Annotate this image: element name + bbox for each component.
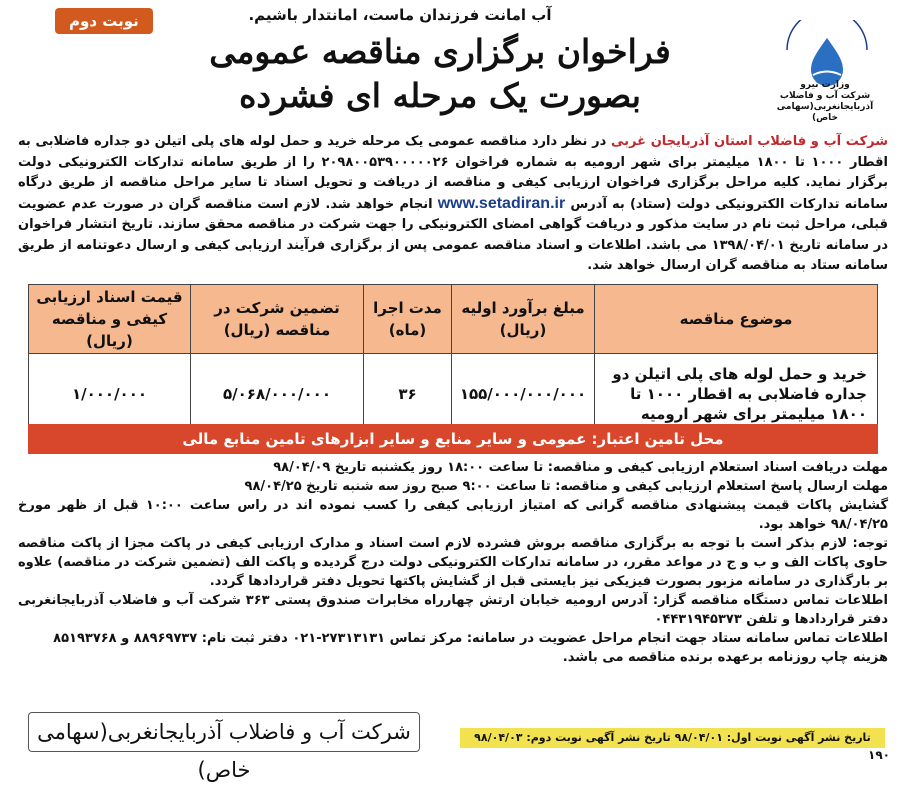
- logo-text-company: شرکت آب و فاضلاب: [779, 91, 871, 101]
- motto: آب امانت فرزندان ماست، امانتدار باشیم.: [248, 6, 552, 24]
- intro-text-1: در نظر دارد مناقصه عمومی یک مرحله: [357, 134, 611, 149]
- company-name: شرکت آب و فاضلاب استان آذربایجان غربی: [611, 134, 888, 149]
- cell-subject: خرید و حمل لوله های پلی اتیلن دو جداره فاضلابی به اقطار ۱۰۰۰ تا ۱۸۰۰ میلیمتر برای شهر ارومیه: [595, 354, 878, 435]
- contact-info: اطلاعات تماس دستگاه مناقصه گزار: آدرس ارومیه خیابان ارتش چهارراه مخابرات صندوق پستی ۳۶۳ شرکت آب و فاضلاب آذربایجانغربی دفتر قراردادها و تلفن ۰۴۴۳۱۹۴۵۳۷۳: [18, 593, 888, 627]
- note-text: لازم بذکر است با توجه به برگزاری مناقصه بروش فشرده لازم است اسناد و مدارک ارزیابی کیفی در پاکت مجزا از پاکت مناقصه حاوی پاکات الف و ب و ج در مواعد مقرر، در سامانه تدارکات الکترونیکی دولت درج گردیده و پاکت الف (تضمین شرکت در مناقصه) علاوه بر بارگذاری در سامانه مزبور بصورت فیزیکی نیز بایستی قبل از گشایش پاکتها تحویل دفتر قراردادها گردد.: [18, 536, 888, 589]
- page-number: ۱۹۰: [868, 748, 890, 762]
- notice-title: [140, 30, 740, 118]
- header-subject: موضوع مناقصه: [595, 285, 878, 354]
- printing-cost-note: هزینه چاپ روزنامه برعهده برنده مناقصه می باشد.: [562, 650, 888, 665]
- footer-company-box: شرکت آب و فاضلاب آذربایجانغربی(سهامی خاص): [28, 712, 420, 752]
- title-line-1: فراخوان برگزاری مناقصه عمومی: [209, 32, 671, 71]
- intro-text-2: به شماره فراخوان ۲۰۹۸۰۰۵۳۹۰۰۰۰۰۲۶ را از طریق سامانه تدارکات الکترونیکی دولت برگزار نماید. کلیه مراحل برگزاری فراخوان ارزیابی کیفی و مناقصه از دریافت و تحویل اسناد تا سایر مراحل مناقصه از طریق درگاه سامانه تدارکات الکترونیکی دولت (ستاد) به آدرس: [18, 154, 888, 212]
- deadline-receive: مهلت دریافت اسناد استعلام ارزیابی کیفی و مناقصه: تا ساعت ۱۸:۰۰ روز یکشنبه تاریخ ۹۸/۰۴/۰۹: [273, 460, 888, 475]
- header-guarantee: تضمین شرکت در مناقصه (ریال): [191, 285, 364, 354]
- table-header-row: [29, 285, 878, 354]
- cell-guarantee: ۵/۰۶۸/۰۰۰/۰۰۰: [191, 354, 364, 435]
- note-paragraph: [18, 534, 888, 591]
- title-line-2: بصورت یک مرحله ای فشرده: [239, 76, 641, 115]
- publication-dates-bar: تاریخ نشر آگهی نوبت اول: ۹۸/۰۴/۰۱ تاریخ نشر آگهی نوبت دوم: ۹۸/۰۴/۰۳: [460, 728, 885, 748]
- second-notice-badge: نوبت دوم: [55, 8, 153, 34]
- cell-duration: ۳۶: [364, 354, 452, 435]
- deadline-submit: مهلت ارسال پاسخ استعلام ارزیابی کیفی و مناقصه: تا ساعت ۹:۰۰ صبح روز سه شنبه تاریخ ۹۸/۰۴/۲۵: [244, 479, 888, 494]
- tender-subject-inline: خرید و حمل لوله های پلی اتیلن دو جداره فاضلابی به اقطار ۱۰۰۰ تا ۱۸۰۰ میلیمتر برای شهر ارومیه: [18, 134, 888, 170]
- tender-table: [28, 284, 878, 435]
- table-row: [29, 354, 878, 435]
- logo-caption: [770, 80, 880, 124]
- header-estimate: مبلغ برآورد اولیه (ریال): [452, 285, 595, 354]
- note-label: توجه:: [852, 536, 888, 551]
- opening-date: گشایش پاکات قیمت پیشنهادی مناقصه گرانی که امتیاز ارزیابی کیفی را کسب نموده اند در راس ساعت ۱۰:۰۰ قبل از ظهر مورخ ۹۸/۰۴/۲۵ خواهد بود.: [18, 498, 888, 532]
- setad-url-link[interactable]: www.setadiran.ir: [437, 194, 566, 212]
- cell-estimate: ۱۵۵/۰۰۰/۰۰۰/۰۰۰: [452, 354, 595, 435]
- cell-document-price: ۱/۰۰۰/۰۰۰: [29, 354, 191, 435]
- intro-paragraph: [18, 132, 888, 277]
- header-document-price: قیمت اسناد ارزیابی کیفی و مناقصه (ریال): [29, 285, 191, 354]
- header-duration: مدت اجرا (ماه): [364, 285, 452, 354]
- logo-text-region: آذربایجانغربی(سهامی خاص): [776, 102, 874, 123]
- logo-text-ministry: وزارت نیرو: [800, 80, 850, 90]
- setad-contact-info: اطلاعات تماس سامانه ستاد جهت انجام مراحل عضویت در سامانه: مرکز تماس ۲۷۳۱۳۱۳۱-۰۲۱ دفتر ثبت نام: ۸۸۹۶۹۷۳۷ و ۸۵۱۹۳۷۶۸: [53, 631, 888, 646]
- intro-text-3: انجام خواهد شد. لازم است مناقصه گران در صورت عدم عضویت قبلی، مراحل ثبت نام در سایت مذکور و دریافت گواهی امضای الکترونیکی را جهت شرکت در مناقصه محقق سازند. تاریخ انتشار فراخوان در سامانه تاریخ ۱۳۹۸/۰۴/۰۱ می باشد. اطلاعات و اسناد مناقصه عمومی پس از برگزاری فرآیند ارزیابی کیفی و ارسال دعوتنامه از طریق سامانه ستاد به مناقصه گران ارسال خواهد شد.: [18, 196, 888, 273]
- notice-body: [18, 458, 888, 667]
- funding-source-bar: محل تامین اعتبار: عمومی و سایر منابع و سایر ابزارهای تامین منابع مالی: [28, 424, 878, 454]
